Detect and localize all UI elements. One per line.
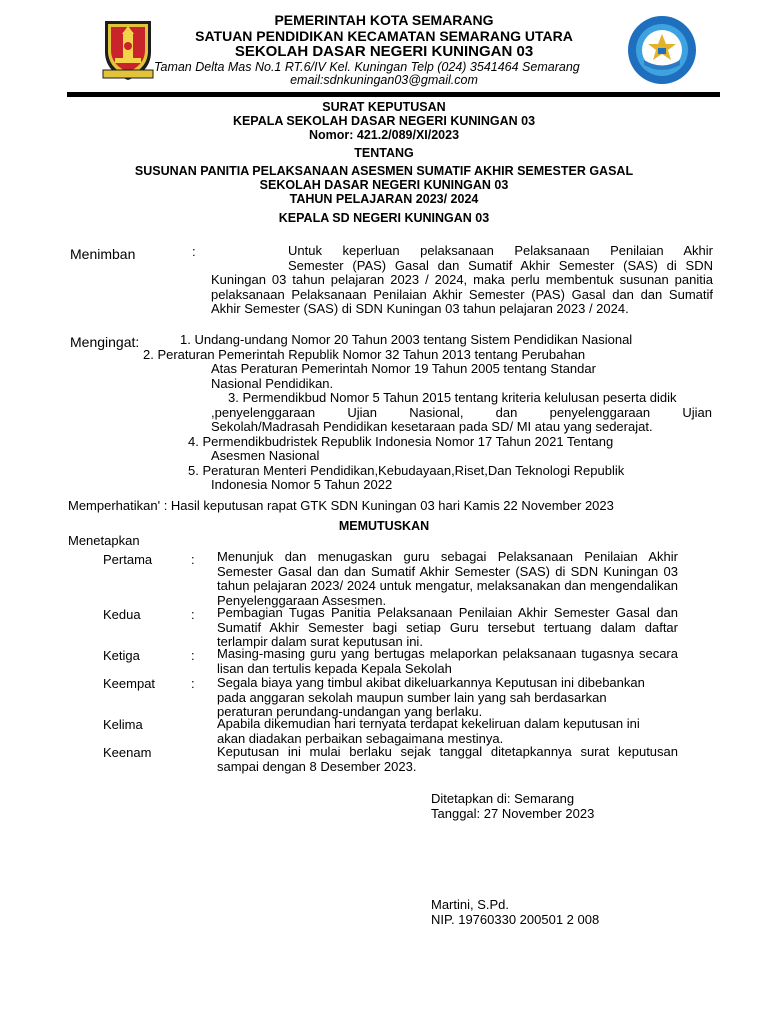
decision-text-kedua: Pembagian Tugas Panitia Pelaksanaan Penilaian Akhir Semester Gasal dan Sumatif Akhir Semester bagi setiap Guru tersebut tertuang dalam daftar terlampir dalam surat keputusan ini. bbox=[217, 605, 678, 649]
mengingat-item-1: 1. Undang-undang Nomor 20 Tahun 2003 tentang Sistem Pendidikan Nasional bbox=[180, 332, 633, 347]
decision-key-kedua: Kedua bbox=[103, 607, 141, 622]
closing-place: Ditetapkan di: Semarang bbox=[431, 791, 575, 806]
decision-colon: : bbox=[191, 676, 195, 691]
mengingat-item-3-cont bbox=[211, 406, 712, 421]
mengingat-item-3: 3. Permendikbud Nomor 5 Tahun 2015 tentang kriteria kelulusan peserta didik bbox=[228, 390, 677, 405]
decision-colon: : bbox=[191, 607, 195, 622]
mengingat-item-5: 5. Peraturan Menteri Pendidikan,Kebudayaan,Riset,Dan Teknologi Republik bbox=[188, 462, 625, 478]
menimbang-colon: : bbox=[192, 244, 196, 259]
decision-key-ketiga: Ketiga bbox=[103, 648, 140, 663]
mengingat-item-4: 4. Permendikbudristek Republik Indonesia Nomor 17 Tahun 2021 Tentang bbox=[188, 433, 614, 449]
menetapkan-label: Menetapkan bbox=[68, 533, 140, 548]
letterhead-agency: SATUAN PENDIDIKAN KECAMATAN SEMARANG UTARA bbox=[195, 28, 573, 44]
memperhatikan-text: Memperhatikan' : Hasil keputusan rapat GTK SDN Kuningan 03 hari Kamis 22 November 2023 bbox=[68, 498, 614, 513]
decision-text-ketiga: Masing-masing guru yang bertugas melaporkan pelaksanaan tugasnya secara lisan dan tertulis kepada Kepala Sekolah bbox=[217, 646, 678, 676]
decision-text-keempat-cont: peraturan perundang-undangan yang berlaku. bbox=[217, 704, 483, 719]
decision-text-keempat-cont: pada anggaran sekolah maupun sumber lain yang sah berdasarkan bbox=[217, 689, 607, 705]
document-subject-line-3: TAHUN PELAJARAN 2023/ 2024 bbox=[289, 192, 479, 206]
decision-text-keenam: Keputusan ini mulai berlaku sejak tanggal ditetapkannya surat keputusan sampai dengan 8 Desember 2023. bbox=[217, 744, 678, 774]
decision-text-kelima-cont: akan diadakan perbaikan sebagaimana mestinya. bbox=[217, 730, 504, 746]
decision-colon: : bbox=[191, 648, 195, 663]
decision-colon: : bbox=[191, 552, 195, 567]
signatory-nip: NIP. 19760330 200501 2 008 bbox=[431, 911, 600, 927]
document-about: TENTANG bbox=[354, 146, 414, 160]
decision-key-kelima: Kelima bbox=[103, 717, 143, 732]
letterhead-government: PEMERINTAH KOTA SEMARANG bbox=[274, 12, 494, 28]
document-subject-line-2: SEKOLAH DASAR NEGERI KUNINGAN 03 bbox=[259, 178, 509, 192]
letterhead-email: email:sdnkuningan03@gmail.com bbox=[290, 73, 478, 87]
mengingat-item-2-cont: Atas Peraturan Pemerintah Nomor 19 Tahun 2005 tentang Standar bbox=[211, 361, 596, 376]
menimbang-first-line-text: Untuk keperluan pelaksanaan Pelaksanaan Penilaian Akhir bbox=[288, 243, 713, 258]
mengingat-item-5-cont: Indonesia Nomor 5 Tahun 2022 bbox=[211, 477, 393, 492]
mengingat-item-3-cont: Sekolah/Madrasah Pendidikan kesetaraan pada SD/ MI atau yang sederajat. bbox=[211, 419, 653, 434]
decision-heading: MEMUTUSKAN bbox=[338, 519, 430, 533]
menimbang-text: Semester (PAS) Gasal dan Sumatif Akhir Semester (SAS) di SDN Kuningan 03 tahun pelajaran 2023 / 2024, maka perlu membentuk susunan panitia pelaksanaan Pelaksanaan Penilaian Akhir Semester (PAS) Gasal dan dan Sumatif Akhir Semester (SAS) di SDN Kuningan 03 tahun pelajaran 2023 / 2024. bbox=[211, 257, 713, 316]
decision-key-keempat: Keempat bbox=[103, 676, 156, 691]
menimbang-label: Menimban bbox=[70, 246, 136, 262]
document-number: Nomor: 421.2/089/XI/2023 bbox=[308, 128, 460, 142]
decision-key-pertama: Pertama bbox=[103, 552, 153, 567]
mengingat-item-4-cont: Asesmen Nasional bbox=[211, 448, 320, 463]
letterhead-divider bbox=[67, 92, 720, 97]
decision-key-keenam: Keenam bbox=[103, 745, 152, 760]
mengingat-item-2: 2. Peraturan Pemerintah Republik Nomor 32 Tahun 2013 tentang Perubahan bbox=[143, 346, 586, 362]
closing-date: Tanggal: 27 November 2023 bbox=[431, 805, 595, 821]
letterhead-school-name: SEKOLAH DASAR NEGERI KUNINGAN 03 bbox=[234, 43, 534, 60]
menimbang-first-line bbox=[288, 244, 713, 259]
decision-text-kelima: Apabila dikemudian hari ternyata terdapat kekeliruan dalam keputusan ini bbox=[217, 716, 640, 731]
letterhead-address: Taman Delta Mas No.1 RT.6/IV Kel. Kuningan Telp (024) 3541464 Semarang bbox=[154, 60, 580, 74]
signatory-name: Martini, S.Pd. bbox=[431, 897, 510, 912]
decision-text-keempat: Segala biaya yang timbul akibat dikeluarkannya Keputusan ini dibebankan bbox=[217, 675, 645, 690]
mengingat-item-3-cont-text: ,penyelenggaraan Ujian Nasional, dan penyelenggaraan Ujian bbox=[211, 404, 712, 420]
document-type: SURAT KEPUTUSAN bbox=[322, 100, 446, 114]
decision-text-pertama: Menunjuk dan menugaskan guru sebagai Pelaksanaan Penilaian Akhir Semester Gasal dan dan Sumatif Akhir Semester (SAS) di SDN Kuningan 03 tahun pelajaran 2023/ 2024 untuk mengatur, melaksanakan dan mengendalikan Penyelenggaraan Assesmen. bbox=[217, 549, 678, 608]
document-issuer: KEPALA SEKOLAH DASAR NEGERI KUNINGAN 03 bbox=[232, 114, 536, 128]
document-subject-line-1: SUSUNAN PANITIA PELAKSANAAN ASESMEN SUMATIF AKHIR SEMESTER GASAL bbox=[134, 164, 634, 178]
mengingat-label: Mengingat: bbox=[70, 334, 140, 350]
mengingat-item-2-cont: Nasional Pendidikan. bbox=[211, 375, 334, 391]
document-authority: KEPALA SD NEGERI KUNINGAN 03 bbox=[278, 211, 490, 225]
